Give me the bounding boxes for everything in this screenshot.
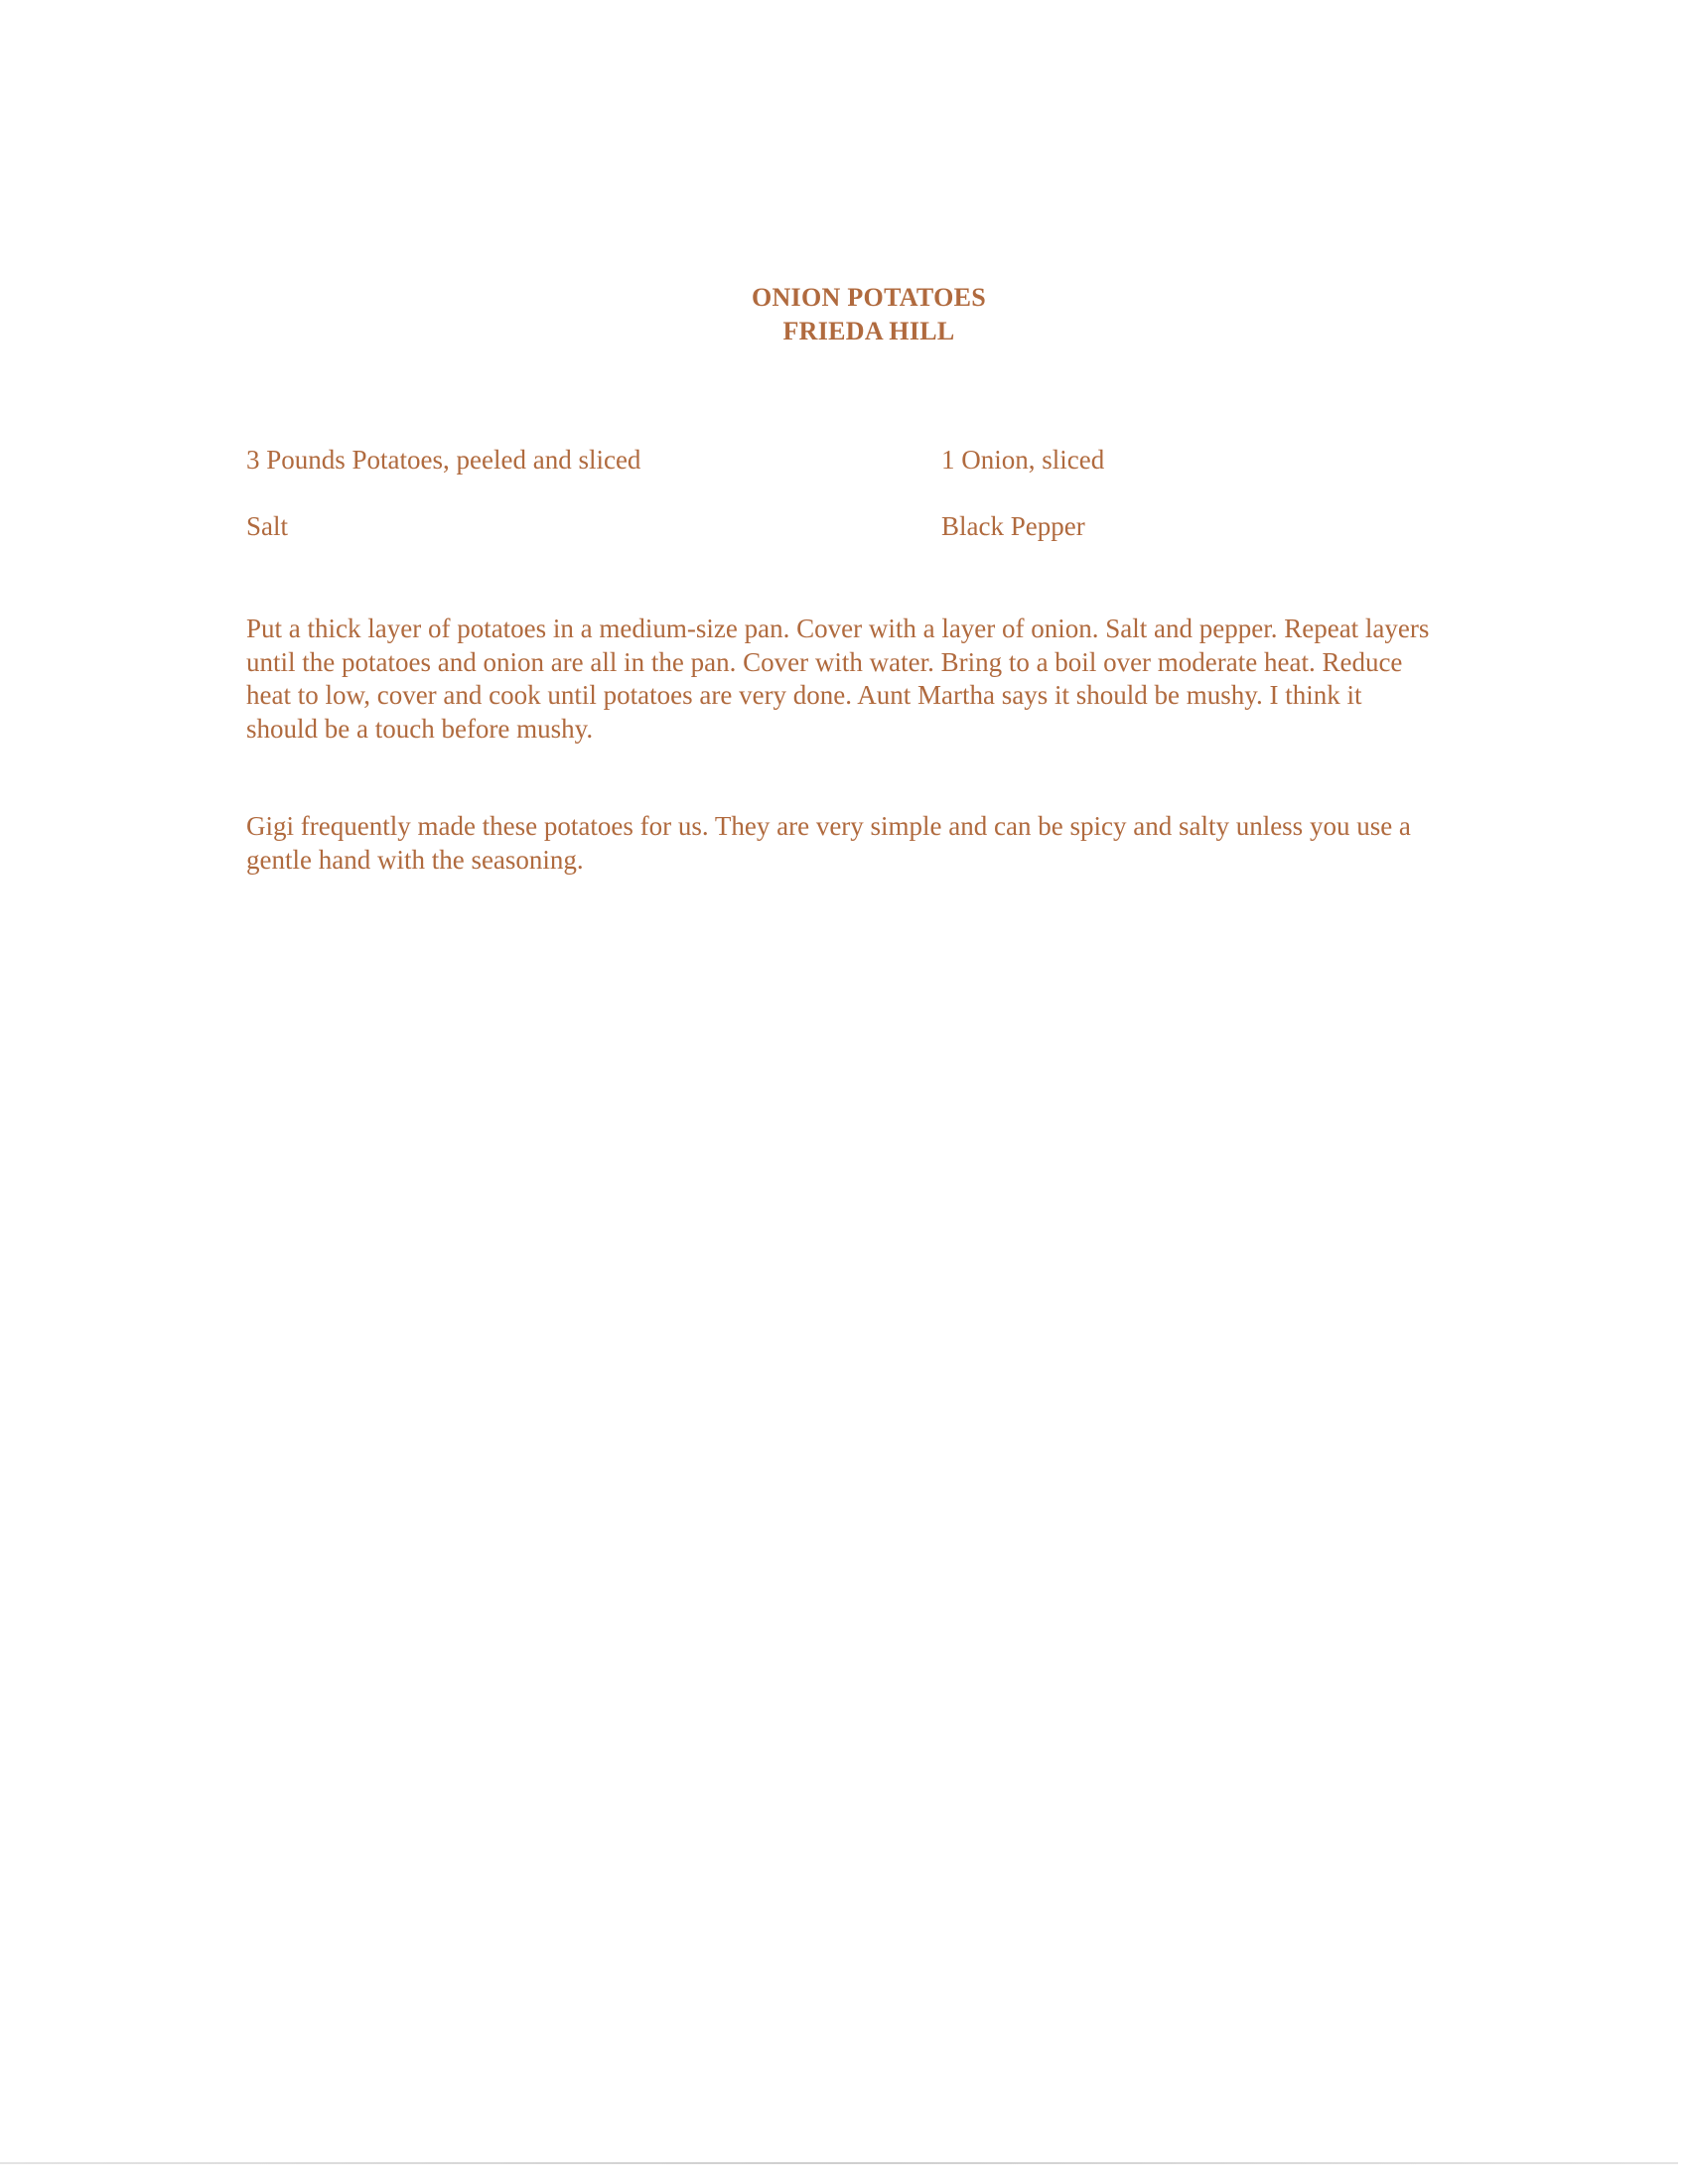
recipe-author: FRIEDA HILL [782, 317, 955, 345]
instructions-paragraph: Put a thick layer of potatoes in a medium-size pan. Cover with a layer of onion. Salt and pepper. Repeat layers until the potatoes and onion are all in the pan. Cover with water. Bring to a boil over moderate heat. Reduce heat to low, cover and cook until potatoes are very done. Aunt Martha says it should be mushy. I think it should be a touch before mushy. [246, 614, 1430, 744]
title-block [0, 281, 1688, 348]
ingredient-row [246, 445, 1438, 511]
ingredients-list [246, 445, 1438, 578]
recipe-title: ONION POTATOES [751, 283, 987, 312]
note-paragraph: Gigi frequently made these potatoes for us. They are very simple and can be spicy and salty unless you use a gentle hand with the seasoning. [246, 811, 1411, 875]
ingredient-item: Black Pepper [941, 511, 1085, 541]
ingredient-item: 1 Onion, sliced [941, 445, 1105, 475]
ingredient-item: Salt [246, 511, 289, 541]
ingredient-row [246, 511, 1438, 578]
page-bottom-edge [0, 2162, 1678, 2164]
ingredient-item: 3 Pounds Potatoes, peeled and sliced [246, 445, 641, 475]
